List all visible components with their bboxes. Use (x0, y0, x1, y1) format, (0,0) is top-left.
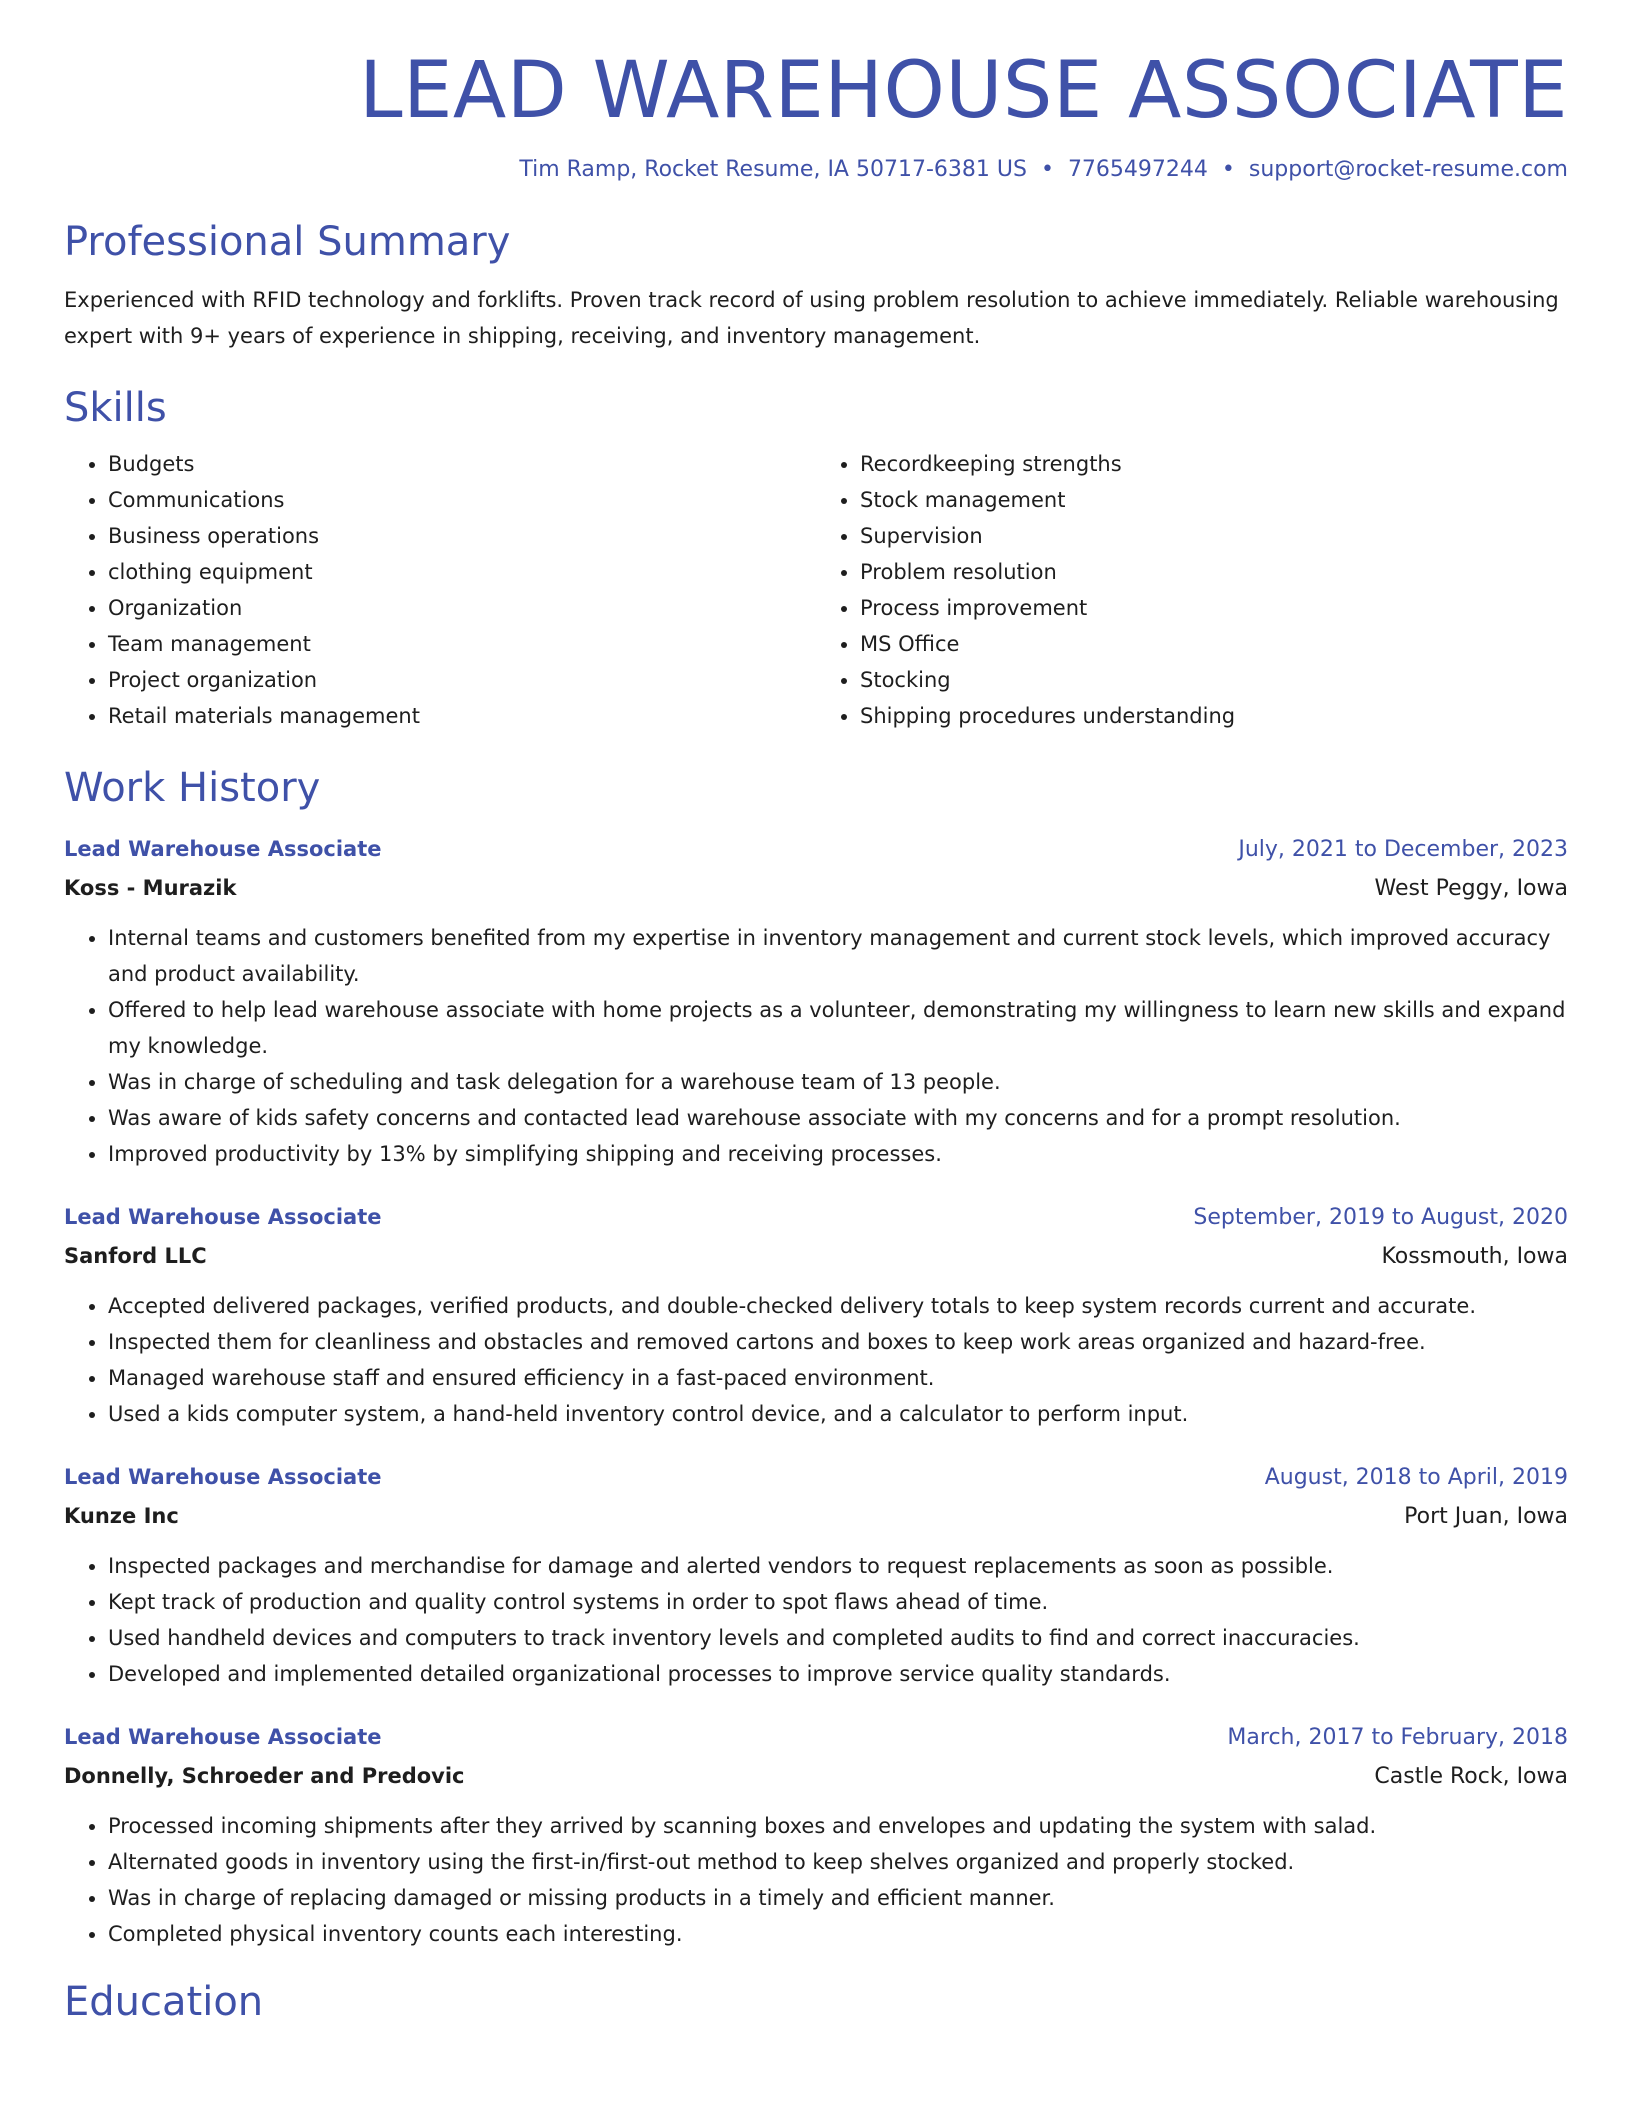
skills-list-right (816, 446, 1568, 734)
job-company: Donnelly, Schroeder and Predovic (64, 1763, 465, 1788)
job-entry (64, 830, 1568, 1172)
job-bullet: • Processed incoming shipments after they arrived by scanning boxes and envelopes and updating the system with salad. (108, 1808, 1568, 1844)
job-bullet: • Developed and implemented detailed organizational processes to improve service quality standards. (108, 1656, 1568, 1692)
job-title: Lead Warehouse Associate (64, 1724, 382, 1749)
job-location: Castle Rock, Iowa (1374, 1763, 1568, 1789)
job-company: Koss - Murazik (64, 875, 237, 900)
summary-section (64, 216, 1568, 354)
summary-heading: Professional Summary (64, 218, 511, 265)
job-bullet: • Offered to help lead warehouse associate with home projects as a volunteer, demonstrating my willingness to learn new skills and expand my knowledge. (108, 992, 1568, 1064)
job-title-row (64, 1458, 1568, 1497)
job-company-row (64, 1237, 1568, 1276)
job-bullet: • Used a kids computer system, a hand-held inventory control device, and a calculator to perform input. (108, 1396, 1568, 1432)
contact-email: support@rocket-resume.com (1248, 157, 1568, 183)
summary-text: Experienced with RFID technology and forklifts. Proven track record of using problem resolution to achieve immediately. Reliable warehousing expert with 9+ years of experience in shipping, receiving, and inventory management. (64, 287, 1559, 348)
skill-item: • Stock management (860, 482, 1568, 518)
skill-item: • Process improvement (860, 590, 1568, 626)
contact-line (64, 155, 1568, 186)
skill-item: • Budgets (108, 446, 816, 482)
job-title: Lead Warehouse Associate (64, 1464, 382, 1489)
skill-item: • MS Office (860, 626, 1568, 662)
job-bullets (64, 920, 1568, 1172)
job-bullet: • Internal teams and customers benefited from my expertise in inventory management and current stock levels, which improved accuracy and product availability. (108, 920, 1568, 992)
resume-title: LEAD WAREHOUSE ASSOCIATE (359, 46, 1568, 136)
job-location: Port Juan, Iowa (1404, 1503, 1568, 1529)
job-title-row (64, 1718, 1568, 1757)
skill-item: • clothing equipment (108, 554, 816, 590)
skills-columns (64, 446, 1568, 734)
job-company-row (64, 869, 1568, 908)
resume-header (64, 44, 1568, 186)
job-location: West Peggy, Iowa (1374, 875, 1568, 901)
job-company-row (64, 1497, 1568, 1536)
job-bullet: • Was in charge of replacing damaged or missing products in a timely and efficient manner. (108, 1880, 1568, 1916)
job-dates: September, 2019 to August, 2020 (1193, 1204, 1568, 1230)
skill-item: • Problem resolution (860, 554, 1568, 590)
job-bullet: • Accepted delivered packages, verified products, and double-checked delivery totals to keep system records current and accurate. (108, 1288, 1568, 1324)
skills-list-left (64, 446, 816, 734)
job-entry (64, 1718, 1568, 1952)
skill-item: • Supervision (860, 518, 1568, 554)
job-bullets (64, 1548, 1568, 1692)
job-title: Lead Warehouse Associate (64, 836, 382, 861)
skill-item: • Team management (108, 626, 816, 662)
education-section (64, 1976, 1568, 2028)
skill-item: • Communications (108, 482, 816, 518)
skills-heading: Skills (64, 384, 167, 431)
skill-item: • Stocking (860, 662, 1568, 698)
job-bullet: • Alternated goods in inventory using the first-in/first-out method to keep shelves organized and properly stocked. (108, 1844, 1568, 1880)
skill-item: • Recordkeeping strengths (860, 446, 1568, 482)
job-title-row (64, 830, 1568, 869)
job-dates: July, 2021 to December, 2023 (1238, 836, 1568, 862)
education-heading: Education (64, 1978, 264, 2025)
job-title: Lead Warehouse Associate (64, 1204, 382, 1229)
contact-address: Tim Ramp, Rocket Resume, IA 50717-6381 US (519, 157, 1027, 183)
skill-item: • Organization (108, 590, 816, 626)
skill-item: • Retail materials management (108, 698, 816, 734)
job-bullet: • Kept track of production and quality control systems in order to spot flaws ahead of time. (108, 1584, 1568, 1620)
job-bullet: • Improved productivity by 13% by simplifying shipping and receiving processes. (108, 1136, 1568, 1172)
job-entry (64, 1198, 1568, 1432)
job-company: Kunze Inc (64, 1503, 179, 1528)
skill-item: • Business operations (108, 518, 816, 554)
job-bullets (64, 1288, 1568, 1432)
job-bullet: • Inspected packages and merchandise for damage and alerted vendors to request replacements as soon as possible. (108, 1548, 1568, 1584)
contact-separator: • (1040, 157, 1054, 183)
skill-item: • Project organization (108, 662, 816, 698)
job-bullet: • Completed physical inventory counts each interesting. (108, 1916, 1568, 1952)
work-history-section (64, 762, 1568, 1952)
job-bullets (64, 1808, 1568, 1952)
job-bullet: • Inspected them for cleanliness and obstacles and removed cartons and boxes to keep work areas organized and hazard-free. (108, 1324, 1568, 1360)
job-company-row (64, 1757, 1568, 1796)
work-history-heading: Work History (64, 764, 321, 811)
job-dates: August, 2018 to April, 2019 (1264, 1464, 1568, 1490)
job-company: Sanford LLC (64, 1243, 207, 1268)
job-bullet: • Used handheld devices and computers to track inventory levels and completed audits to find and correct inaccuracies. (108, 1620, 1568, 1656)
job-title-row (64, 1198, 1568, 1237)
job-location: Kossmouth, Iowa (1381, 1243, 1568, 1269)
job-dates: March, 2017 to February, 2018 (1227, 1724, 1568, 1750)
contact-separator: • (1221, 157, 1235, 183)
job-bullet: • Managed warehouse staff and ensured efficiency in a fast-paced environment. (108, 1360, 1568, 1396)
job-entry (64, 1458, 1568, 1692)
job-bullet: • Was aware of kids safety concerns and contacted lead warehouse associate with my concerns and for a prompt resolution. (108, 1100, 1568, 1136)
skill-item: • Shipping procedures understanding (860, 698, 1568, 734)
contact-phone: 7765497244 (1067, 157, 1208, 183)
skills-section (64, 382, 1568, 734)
job-bullet: • Was in charge of scheduling and task delegation for a warehouse team of 13 people. (108, 1064, 1568, 1100)
